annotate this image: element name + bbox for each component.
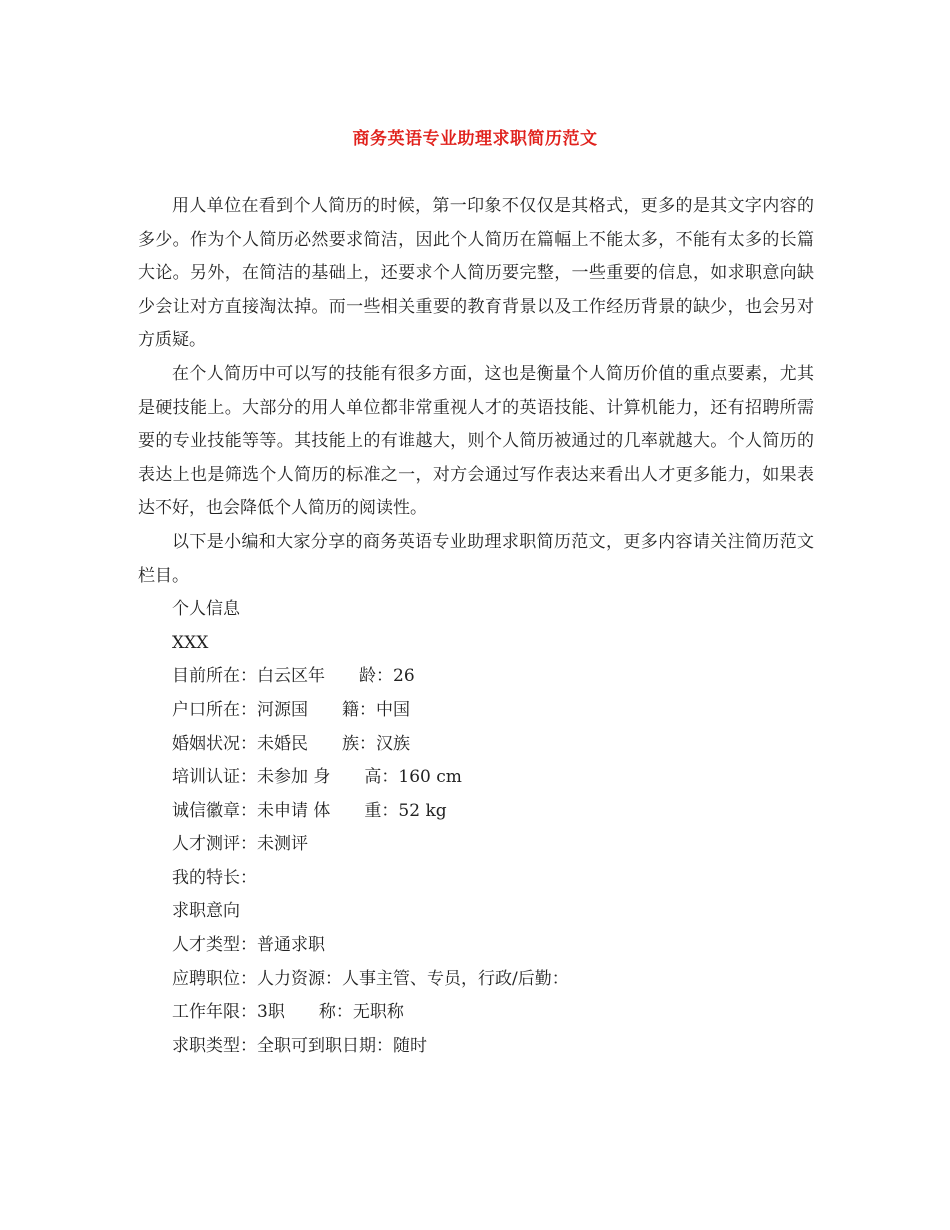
talent-type-line: 人才类型：普通求职 <box>172 935 325 956</box>
training-height-line: 培训认证：未参加 身 高：160 cm <box>172 767 462 788</box>
specialty-line: 我的特长： <box>172 867 257 888</box>
intro-paragraph: 用人单位在看到个人简历的时候，第一印象不仅仅是其格式，更多的是其文字内容的多少。作为个人简历必然要求简洁，因此个人简历在篇幅上不能太多，不能有太多的长篇大论。另外，在简洁的基础上，还要求个人简历要完整，一些重要的信息，如求职意向缺少会让对方直接淘汰掉。而一些相关重要的教育背景以及工作经历背景的缺少，也会另对方质疑。 <box>138 196 814 351</box>
location-age-line: 目前所在：白云区年 龄：26 <box>172 666 415 687</box>
skills-paragraph: 在个人简历中可以写的技能有很多方面，这也是衡量个人简历价值的重点要素，尤其是硬技能上。大部分的用人单位都非常重视人才的英语技能、计算机能力，还有招聘所需要的专业技能等等。其技能上的有谁越大，则个人简历被通过的几率就越大。个人简历的表达上也是筛选个人简历的标准之一，对方会通过写作表达来看出人才更多能力，如果表达不好，也会降低个人简历的阅读性。 <box>138 363 814 519</box>
name-line: XXX <box>172 632 209 653</box>
section-heading-personal-info: 个人信息 <box>172 599 240 620</box>
job-type-line: 求职类型：全职可到职日期：随时 <box>172 1035 427 1056</box>
section-heading-job-intention: 求职意向 <box>172 901 240 922</box>
hukou-nationality-line: 户口所在：河源国 籍：中国 <box>172 699 410 720</box>
sharing-paragraph: 以下是小编和大家分享的商务英语专业助理求职简历范文，更多内容请关注简历范文栏目。 <box>138 531 814 586</box>
assessment-line: 人才测评：未测评 <box>172 834 308 855</box>
document-body <box>138 190 814 1063</box>
credit-weight-line: 诚信徽章：未申请 体 重：52 kg <box>172 800 447 821</box>
position-line: 应聘职位：人力资源：人事主管、专员，行政/后勤： <box>172 968 569 989</box>
marital-ethnicity-line: 婚姻状况：未婚民 族：汉族 <box>172 733 410 754</box>
experience-title-line: 工作年限：3职 称：无职称 <box>172 1002 404 1023</box>
document-title: 商务英语专业助理求职简历范文 <box>352 129 598 149</box>
